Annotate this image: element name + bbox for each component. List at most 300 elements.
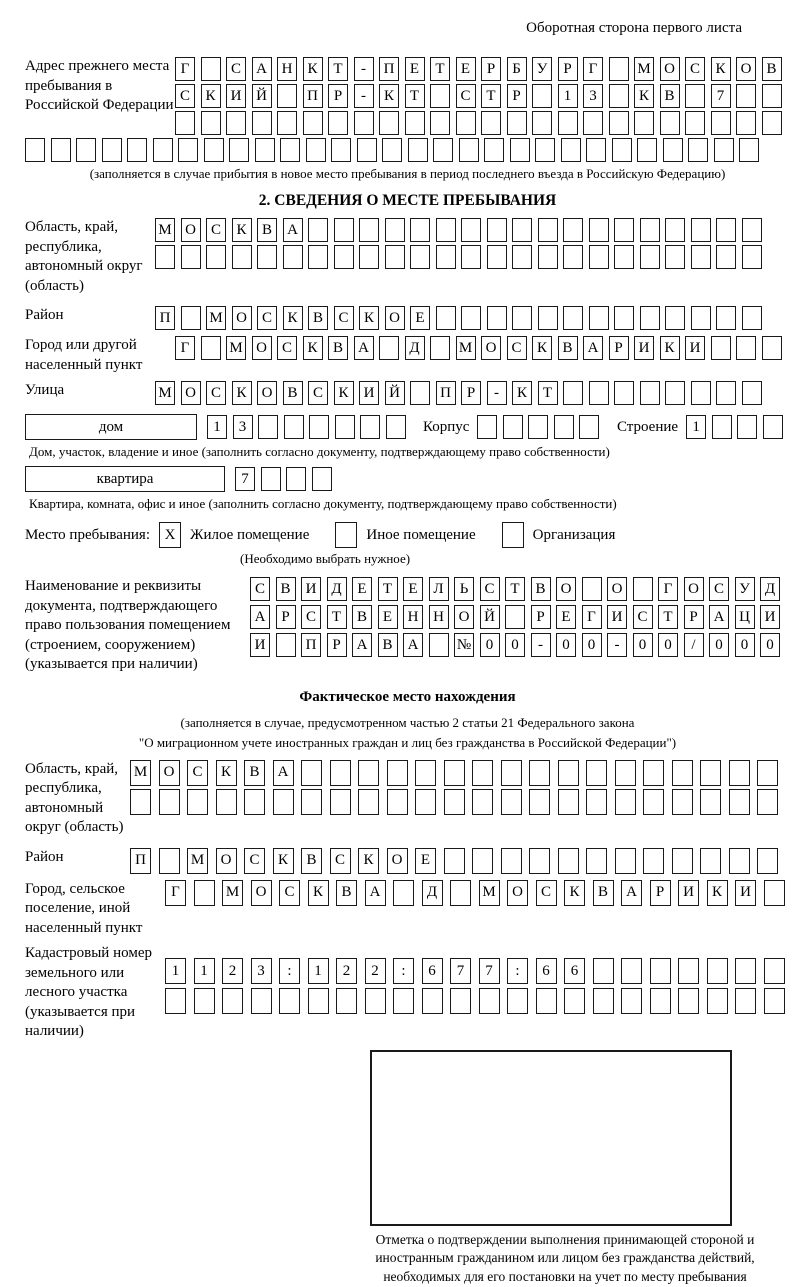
- grid-cell[interactable]: [742, 306, 762, 330]
- grid-cell[interactable]: М: [187, 848, 208, 874]
- grid-cell[interactable]: Р: [609, 336, 629, 360]
- grid-cell[interactable]: М: [155, 381, 175, 405]
- grid-cell[interactable]: Т: [327, 605, 347, 629]
- grid-cell[interactable]: И: [301, 577, 321, 601]
- grid-cell[interactable]: Г: [658, 577, 678, 601]
- grid-cell[interactable]: 1: [686, 415, 706, 439]
- grid-cell[interactable]: :: [507, 958, 528, 984]
- grid-cell[interactable]: [286, 467, 306, 491]
- grid-cell[interactable]: П: [379, 57, 399, 81]
- grid-cell[interactable]: [501, 848, 522, 874]
- grid-cell[interactable]: Р: [276, 605, 296, 629]
- grid-cell[interactable]: М: [206, 306, 226, 330]
- grid-cell[interactable]: [365, 988, 386, 1014]
- grid-cell[interactable]: [716, 306, 736, 330]
- grid-cell[interactable]: [229, 138, 249, 162]
- grid-cell[interactable]: [206, 245, 226, 269]
- grid-cell[interactable]: Т: [405, 84, 425, 108]
- grid-cell[interactable]: С: [480, 577, 500, 601]
- grid-cell[interactable]: [279, 988, 300, 1014]
- grid-cell[interactable]: 7: [711, 84, 731, 108]
- grid-cell[interactable]: [433, 138, 453, 162]
- grid-cell[interactable]: О: [507, 880, 528, 906]
- grid-cell[interactable]: [450, 880, 471, 906]
- grid-cell[interactable]: [742, 245, 762, 269]
- grid-cell[interactable]: В: [301, 848, 322, 874]
- grid-cell[interactable]: [729, 760, 750, 786]
- grid-cell[interactable]: -: [487, 381, 507, 405]
- grid-cell[interactable]: [415, 760, 436, 786]
- grid-cell[interactable]: И: [678, 880, 699, 906]
- grid-cell[interactable]: К: [308, 880, 329, 906]
- grid-cell[interactable]: [711, 336, 731, 360]
- grid-cell[interactable]: [529, 760, 550, 786]
- grid-cell[interactable]: [312, 467, 332, 491]
- grid-cell[interactable]: [226, 111, 246, 135]
- grid-cell[interactable]: [729, 848, 750, 874]
- grid-cell[interactable]: [615, 789, 636, 815]
- grid-cell[interactable]: Т: [538, 381, 558, 405]
- grid-cell[interactable]: В: [762, 57, 782, 81]
- grid-cell[interactable]: М: [479, 880, 500, 906]
- grid-cell[interactable]: [405, 111, 425, 135]
- grid-cell[interactable]: Г: [175, 57, 195, 81]
- grid-cell[interactable]: 0: [658, 633, 678, 657]
- grid-cell[interactable]: [665, 218, 685, 242]
- grid-cell[interactable]: [487, 218, 507, 242]
- grid-cell[interactable]: В: [352, 605, 372, 629]
- grid-cell[interactable]: [130, 789, 151, 815]
- grid-cell[interactable]: С: [685, 57, 705, 81]
- grid-cell[interactable]: [277, 84, 297, 108]
- grid-cell[interactable]: А: [709, 605, 729, 629]
- grid-cell[interactable]: [301, 789, 322, 815]
- grid-cell[interactable]: К: [532, 336, 552, 360]
- grid-cell[interactable]: [665, 381, 685, 405]
- grid-cell[interactable]: [328, 111, 348, 135]
- grid-cell[interactable]: [273, 789, 294, 815]
- grid-cell[interactable]: [711, 111, 731, 135]
- grid-cell[interactable]: [360, 415, 380, 439]
- grid-cell[interactable]: 0: [735, 633, 755, 657]
- grid-cell[interactable]: [739, 138, 759, 162]
- grid-cell[interactable]: [678, 958, 699, 984]
- grid-cell[interactable]: [688, 138, 708, 162]
- grid-cell[interactable]: П: [155, 306, 175, 330]
- grid-cell[interactable]: [538, 218, 558, 242]
- grid-cell[interactable]: П: [436, 381, 456, 405]
- grid-cell[interactable]: К: [232, 381, 252, 405]
- grid-cell[interactable]: 1: [194, 958, 215, 984]
- grid-cell[interactable]: А: [621, 880, 642, 906]
- grid-cell[interactable]: [358, 760, 379, 786]
- grid-cell[interactable]: [615, 760, 636, 786]
- grid-cell[interactable]: [257, 245, 277, 269]
- grid-cell[interactable]: Л: [429, 577, 449, 601]
- grid-cell[interactable]: К: [358, 848, 379, 874]
- grid-cell[interactable]: А: [365, 880, 386, 906]
- grid-cell[interactable]: [194, 880, 215, 906]
- grid-cell[interactable]: Р: [558, 57, 578, 81]
- grid-cell[interactable]: [538, 245, 558, 269]
- grid-cell[interactable]: [358, 789, 379, 815]
- grid-cell[interactable]: С: [456, 84, 476, 108]
- grid-cell[interactable]: [742, 218, 762, 242]
- grid-cell[interactable]: [764, 958, 785, 984]
- grid-cell[interactable]: С: [187, 760, 208, 786]
- grid-cell[interactable]: [586, 760, 607, 786]
- grid-cell[interactable]: О: [251, 880, 272, 906]
- grid-cell[interactable]: [621, 988, 642, 1014]
- grid-cell[interactable]: [563, 245, 583, 269]
- grid-cell[interactable]: [456, 111, 476, 135]
- grid-cell[interactable]: [386, 415, 406, 439]
- grid-cell[interactable]: О: [736, 57, 756, 81]
- grid-cell[interactable]: О: [252, 336, 272, 360]
- grid-cell[interactable]: [672, 789, 693, 815]
- grid-cell[interactable]: [614, 381, 634, 405]
- grid-cell[interactable]: О: [607, 577, 627, 601]
- grid-cell[interactable]: [201, 336, 221, 360]
- grid-cell[interactable]: К: [711, 57, 731, 81]
- grid-cell[interactable]: П: [303, 84, 323, 108]
- grid-cell[interactable]: [640, 218, 660, 242]
- grid-cell[interactable]: 1: [207, 415, 227, 439]
- grid-cell[interactable]: А: [273, 760, 294, 786]
- grid-cell[interactable]: К: [283, 306, 303, 330]
- grid-cell[interactable]: [336, 988, 357, 1014]
- grid-cell[interactable]: [735, 988, 756, 1014]
- grid-cell[interactable]: С: [536, 880, 557, 906]
- grid-cell[interactable]: [614, 218, 634, 242]
- grid-cell[interactable]: [408, 138, 428, 162]
- grid-cell[interactable]: [277, 111, 297, 135]
- grid-cell[interactable]: Т: [328, 57, 348, 81]
- grid-cell[interactable]: О: [684, 577, 704, 601]
- grid-cell[interactable]: А: [283, 218, 303, 242]
- grid-cell[interactable]: 0: [709, 633, 729, 657]
- grid-cell[interactable]: М: [155, 218, 175, 242]
- grid-cell[interactable]: [201, 111, 221, 135]
- grid-cell[interactable]: Р: [481, 57, 501, 81]
- grid-cell[interactable]: [757, 789, 778, 815]
- grid-cell[interactable]: О: [257, 381, 277, 405]
- grid-cell[interactable]: А: [583, 336, 603, 360]
- grid-cell[interactable]: [430, 336, 450, 360]
- grid-cell[interactable]: [216, 789, 237, 815]
- grid-cell[interactable]: [700, 789, 721, 815]
- grid-cell[interactable]: Ь: [454, 577, 474, 601]
- grid-cell[interactable]: [536, 988, 557, 1014]
- grid-cell[interactable]: №: [454, 633, 474, 657]
- grid-cell[interactable]: [444, 789, 465, 815]
- grid-cell[interactable]: [691, 218, 711, 242]
- grid-cell[interactable]: -: [607, 633, 627, 657]
- grid-cell[interactable]: [640, 245, 660, 269]
- grid-cell[interactable]: 3: [583, 84, 603, 108]
- grid-cell[interactable]: [430, 111, 450, 135]
- grid-cell[interactable]: [589, 245, 609, 269]
- grid-cell[interactable]: Р: [531, 605, 551, 629]
- grid-cell[interactable]: [181, 306, 201, 330]
- grid-cell[interactable]: [204, 138, 224, 162]
- grid-cell[interactable]: 6: [422, 958, 443, 984]
- grid-cell[interactable]: Т: [481, 84, 501, 108]
- grid-cell[interactable]: Д: [405, 336, 425, 360]
- grid-cell[interactable]: [764, 988, 785, 1014]
- grid-cell[interactable]: О: [181, 381, 201, 405]
- grid-cell[interactable]: С: [334, 306, 354, 330]
- grid-cell[interactable]: И: [685, 336, 705, 360]
- grid-cell[interactable]: /: [684, 633, 704, 657]
- grid-cell[interactable]: Р: [327, 633, 347, 657]
- grid-cell[interactable]: [430, 84, 450, 108]
- grid-cell[interactable]: С: [507, 336, 527, 360]
- grid-cell[interactable]: К: [232, 218, 252, 242]
- grid-cell[interactable]: [76, 138, 96, 162]
- grid-cell[interactable]: [640, 306, 660, 330]
- grid-cell[interactable]: Ц: [735, 605, 755, 629]
- grid-cell[interactable]: [529, 848, 550, 874]
- grid-cell[interactable]: [665, 245, 685, 269]
- grid-cell[interactable]: [330, 789, 351, 815]
- grid-cell[interactable]: [461, 218, 481, 242]
- grid-cell[interactable]: О: [660, 57, 680, 81]
- residence-option-other-checkbox[interactable]: [335, 522, 357, 548]
- grid-cell[interactable]: [385, 218, 405, 242]
- grid-cell[interactable]: К: [303, 57, 323, 81]
- grid-cell[interactable]: В: [336, 880, 357, 906]
- grid-cell[interactable]: А: [250, 605, 270, 629]
- grid-cell[interactable]: И: [607, 605, 627, 629]
- grid-cell[interactable]: [589, 306, 609, 330]
- grid-cell[interactable]: [512, 245, 532, 269]
- grid-cell[interactable]: [634, 111, 654, 135]
- grid-cell[interactable]: [762, 336, 782, 360]
- grid-cell[interactable]: В: [531, 577, 551, 601]
- grid-cell[interactable]: [252, 111, 272, 135]
- grid-cell[interactable]: О: [387, 848, 408, 874]
- grid-cell[interactable]: К: [273, 848, 294, 874]
- grid-cell[interactable]: [251, 988, 272, 1014]
- grid-cell[interactable]: 0: [582, 633, 602, 657]
- grid-cell[interactable]: П: [301, 633, 321, 657]
- grid-cell[interactable]: [558, 789, 579, 815]
- grid-cell[interactable]: [165, 988, 186, 1014]
- grid-cell[interactable]: [25, 138, 45, 162]
- grid-cell[interactable]: Г: [165, 880, 186, 906]
- grid-cell[interactable]: К: [660, 336, 680, 360]
- grid-cell[interactable]: [650, 988, 671, 1014]
- grid-cell[interactable]: [330, 760, 351, 786]
- grid-cell[interactable]: [736, 336, 756, 360]
- grid-cell[interactable]: Т: [505, 577, 525, 601]
- grid-cell[interactable]: М: [456, 336, 476, 360]
- grid-cell[interactable]: [563, 218, 583, 242]
- grid-cell[interactable]: [707, 988, 728, 1014]
- grid-cell[interactable]: Р: [507, 84, 527, 108]
- grid-cell[interactable]: М: [130, 760, 151, 786]
- grid-cell[interactable]: Е: [352, 577, 372, 601]
- grid-cell[interactable]: Н: [277, 57, 297, 81]
- grid-cell[interactable]: [484, 138, 504, 162]
- grid-cell[interactable]: [258, 415, 278, 439]
- grid-cell[interactable]: 0: [480, 633, 500, 657]
- grid-cell[interactable]: О: [232, 306, 252, 330]
- grid-cell[interactable]: [335, 415, 355, 439]
- grid-cell[interactable]: [735, 958, 756, 984]
- grid-cell[interactable]: В: [328, 336, 348, 360]
- grid-cell[interactable]: [283, 245, 303, 269]
- grid-cell[interactable]: [255, 138, 275, 162]
- grid-cell[interactable]: [382, 138, 402, 162]
- grid-cell[interactable]: Е: [405, 57, 425, 81]
- grid-cell[interactable]: [393, 988, 414, 1014]
- grid-cell[interactable]: [503, 415, 523, 439]
- grid-cell[interactable]: [582, 577, 602, 601]
- grid-cell[interactable]: О: [454, 605, 474, 629]
- grid-cell[interactable]: 2: [336, 958, 357, 984]
- grid-cell[interactable]: С: [301, 605, 321, 629]
- grid-cell[interactable]: [579, 415, 599, 439]
- grid-cell[interactable]: М: [226, 336, 246, 360]
- grid-cell[interactable]: К: [564, 880, 585, 906]
- grid-cell[interactable]: [187, 789, 208, 815]
- grid-cell[interactable]: [387, 760, 408, 786]
- grid-cell[interactable]: [685, 84, 705, 108]
- grid-cell[interactable]: 7: [479, 958, 500, 984]
- grid-cell[interactable]: [385, 245, 405, 269]
- grid-cell[interactable]: [477, 415, 497, 439]
- grid-cell[interactable]: [762, 111, 782, 135]
- grid-cell[interactable]: [481, 111, 501, 135]
- grid-cell[interactable]: 7: [450, 958, 471, 984]
- grid-cell[interactable]: [742, 381, 762, 405]
- grid-cell[interactable]: [609, 84, 629, 108]
- grid-cell[interactable]: [309, 415, 329, 439]
- grid-cell[interactable]: [303, 111, 323, 135]
- grid-cell[interactable]: [487, 245, 507, 269]
- grid-cell[interactable]: [716, 218, 736, 242]
- grid-cell[interactable]: К: [303, 336, 323, 360]
- grid-cell[interactable]: И: [735, 880, 756, 906]
- grid-cell[interactable]: [691, 306, 711, 330]
- grid-cell[interactable]: [593, 958, 614, 984]
- grid-cell[interactable]: И: [226, 84, 246, 108]
- grid-cell[interactable]: [660, 111, 680, 135]
- grid-cell[interactable]: [331, 138, 351, 162]
- grid-cell[interactable]: [461, 245, 481, 269]
- grid-cell[interactable]: [387, 789, 408, 815]
- grid-cell[interactable]: [222, 988, 243, 1014]
- grid-cell[interactable]: И: [250, 633, 270, 657]
- grid-cell[interactable]: [194, 988, 215, 1014]
- grid-cell[interactable]: В: [308, 306, 328, 330]
- grid-cell[interactable]: [284, 415, 304, 439]
- grid-cell[interactable]: О: [216, 848, 237, 874]
- grid-cell[interactable]: С: [709, 577, 729, 601]
- grid-cell[interactable]: 0: [760, 633, 780, 657]
- grid-cell[interactable]: [558, 760, 579, 786]
- grid-cell[interactable]: [472, 848, 493, 874]
- grid-cell[interactable]: Н: [429, 605, 449, 629]
- grid-cell[interactable]: [554, 415, 574, 439]
- grid-cell[interactable]: [563, 381, 583, 405]
- grid-cell[interactable]: [716, 381, 736, 405]
- grid-cell[interactable]: С: [244, 848, 265, 874]
- grid-cell[interactable]: [737, 415, 757, 439]
- grid-cell[interactable]: К: [512, 381, 532, 405]
- grid-cell[interactable]: Т: [430, 57, 450, 81]
- grid-cell[interactable]: Н: [403, 605, 423, 629]
- grid-cell[interactable]: [707, 958, 728, 984]
- grid-cell[interactable]: [643, 760, 664, 786]
- residence-option-dwelling-checkbox[interactable]: X: [159, 522, 181, 548]
- grid-cell[interactable]: С: [250, 577, 270, 601]
- grid-cell[interactable]: Е: [403, 577, 423, 601]
- grid-cell[interactable]: С: [308, 381, 328, 405]
- grid-cell[interactable]: [757, 760, 778, 786]
- grid-cell[interactable]: [276, 633, 296, 657]
- grid-cell[interactable]: [261, 467, 281, 491]
- grid-cell[interactable]: [308, 218, 328, 242]
- grid-cell[interactable]: Й: [480, 605, 500, 629]
- grid-cell[interactable]: 7: [235, 467, 255, 491]
- grid-cell[interactable]: -: [531, 633, 551, 657]
- grid-cell[interactable]: Г: [175, 336, 195, 360]
- grid-cell[interactable]: [444, 848, 465, 874]
- grid-cell[interactable]: С: [257, 306, 277, 330]
- grid-cell[interactable]: [558, 848, 579, 874]
- grid-cell[interactable]: [685, 111, 705, 135]
- grid-cell[interactable]: [512, 306, 532, 330]
- grid-cell[interactable]: Б: [507, 57, 527, 81]
- grid-cell[interactable]: [558, 111, 578, 135]
- grid-cell[interactable]: [201, 57, 221, 81]
- grid-cell[interactable]: [178, 138, 198, 162]
- grid-cell[interactable]: Т: [658, 605, 678, 629]
- grid-cell[interactable]: Д: [422, 880, 443, 906]
- grid-cell[interactable]: [306, 138, 326, 162]
- grid-cell[interactable]: 3: [233, 415, 253, 439]
- grid-cell[interactable]: С: [206, 218, 226, 242]
- grid-cell[interactable]: [429, 633, 449, 657]
- grid-cell[interactable]: [609, 111, 629, 135]
- grid-cell[interactable]: [763, 415, 783, 439]
- grid-cell[interactable]: [334, 218, 354, 242]
- grid-cell[interactable]: [393, 880, 414, 906]
- grid-cell[interactable]: [672, 848, 693, 874]
- grid-cell[interactable]: [650, 958, 671, 984]
- grid-cell[interactable]: [716, 245, 736, 269]
- grid-cell[interactable]: [700, 848, 721, 874]
- grid-cell[interactable]: С: [175, 84, 195, 108]
- grid-cell[interactable]: К: [634, 84, 654, 108]
- grid-cell[interactable]: [379, 111, 399, 135]
- grid-cell[interactable]: О: [556, 577, 576, 601]
- grid-cell[interactable]: П: [130, 848, 151, 874]
- grid-cell[interactable]: [614, 306, 634, 330]
- grid-cell[interactable]: Е: [378, 605, 398, 629]
- grid-cell[interactable]: К: [334, 381, 354, 405]
- grid-cell[interactable]: О: [385, 306, 405, 330]
- grid-cell[interactable]: -: [354, 57, 374, 81]
- grid-cell[interactable]: [153, 138, 173, 162]
- grid-cell[interactable]: 0: [505, 633, 525, 657]
- grid-cell[interactable]: 2: [365, 958, 386, 984]
- grid-cell[interactable]: А: [352, 633, 372, 657]
- grid-cell[interactable]: [510, 138, 530, 162]
